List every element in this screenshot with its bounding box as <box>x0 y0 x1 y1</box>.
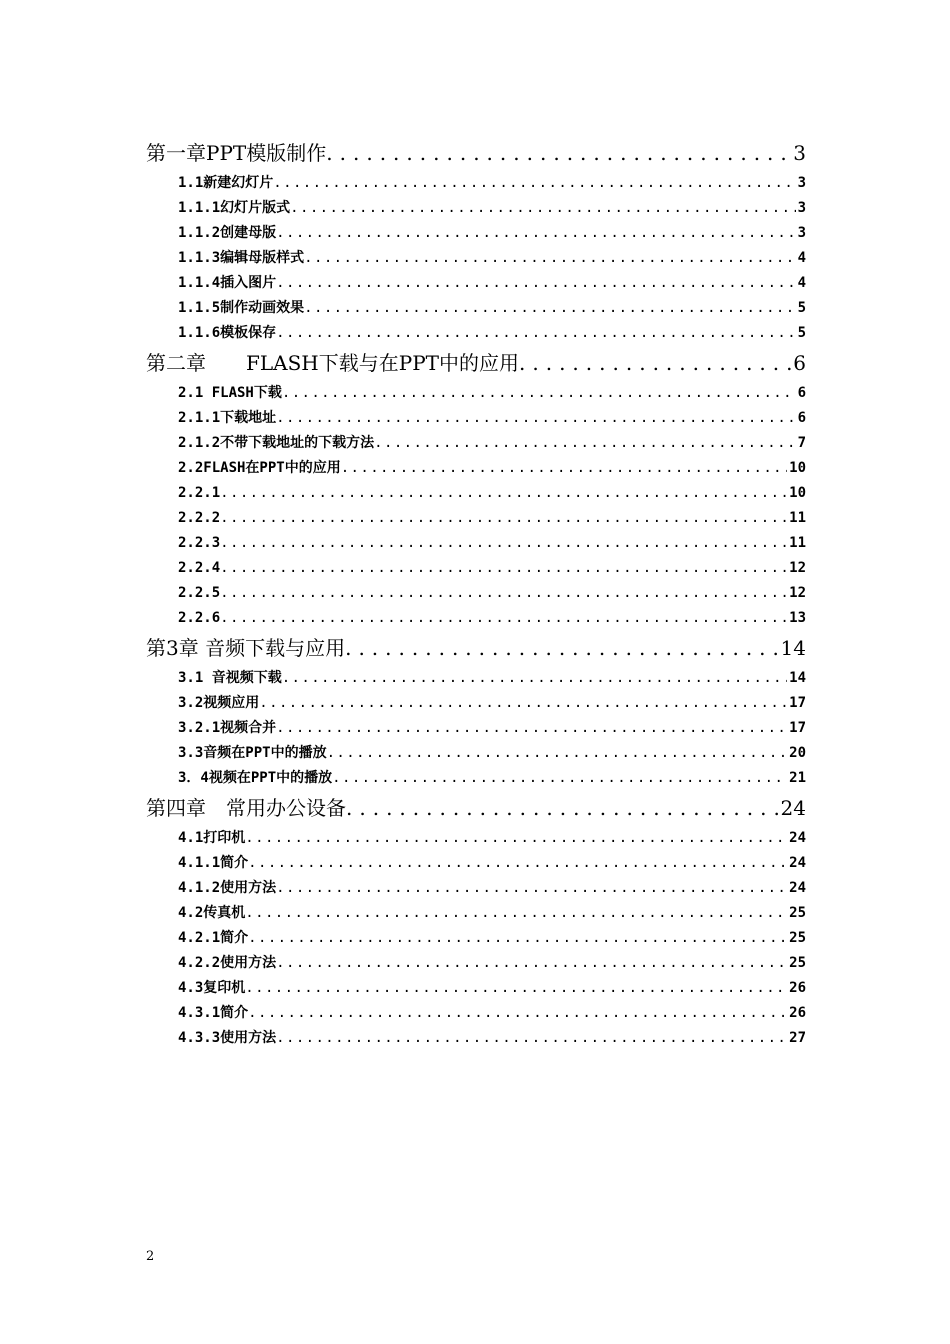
dot-leader <box>282 381 796 406</box>
toc-entry-page: 25 <box>789 955 806 971</box>
toc-section-entry[interactable] <box>146 581 806 606</box>
toc-chapter-entry[interactable] <box>146 136 806 171</box>
toc-entry-title: 4.3.1简介 <box>178 1005 249 1021</box>
toc-entry-title: 4.1.2使用方法 <box>178 880 277 896</box>
toc-section-entry[interactable] <box>146 296 806 321</box>
toc-entry-title: 4.3复印机 <box>178 980 246 996</box>
toc-section-entry[interactable] <box>146 876 806 901</box>
toc-entry-page: 6 <box>797 385 806 401</box>
toc-entry-title: 3.2视频应用 <box>178 695 260 711</box>
toc-entry-page: 3 <box>797 200 806 216</box>
toc-entry-page: 17 <box>789 720 806 736</box>
toc-entry-title: 1.1.2创建母版 <box>178 225 277 241</box>
toc-entry-page: 4 <box>797 275 806 291</box>
dot-leader <box>245 976 787 1001</box>
toc-entry-title: 2.1.2不带下载地址的下载方法 <box>178 435 375 451</box>
dot-leader <box>276 406 795 431</box>
toc-entry-title: 1.1.6模板保存 <box>178 325 277 341</box>
toc-entry-page: 11 <box>789 535 806 551</box>
toc-section-entry[interactable] <box>146 506 806 531</box>
toc-entry-title: 2.2.4 <box>178 560 221 576</box>
toc-entry-page: 3 <box>793 141 806 165</box>
toc-entry-title: 3.2.1视频合并 <box>178 720 277 736</box>
dot-leader <box>345 631 778 666</box>
toc-section-entry[interactable] <box>146 531 806 556</box>
toc-section-entry[interactable] <box>146 851 806 876</box>
toc-chapter-entry[interactable] <box>146 631 806 666</box>
dot-leader <box>276 1026 787 1051</box>
dot-leader <box>273 171 795 196</box>
toc-section-entry[interactable] <box>146 271 806 296</box>
toc-entry-title: 1.1.4插入图片 <box>178 275 277 291</box>
toc-section-entry[interactable] <box>146 741 806 766</box>
toc-entry-title: 4.3.3使用方法 <box>178 1030 277 1046</box>
dot-leader <box>276 716 787 741</box>
toc-section-entry[interactable] <box>146 666 806 691</box>
toc-section-entry[interactable] <box>146 1026 806 1051</box>
toc-entry-page: 20 <box>789 745 806 761</box>
toc-entry-page: 5 <box>797 325 806 341</box>
page-number: 2 <box>146 1249 155 1264</box>
toc-section-entry[interactable] <box>146 976 806 1001</box>
dot-leader <box>346 791 779 826</box>
toc-chapter-entry[interactable] <box>146 791 806 826</box>
toc-section-entry[interactable] <box>146 246 806 271</box>
toc-entry-page: 6 <box>793 351 806 375</box>
dot-leader <box>248 926 787 951</box>
toc-section-entry[interactable] <box>146 606 806 631</box>
dot-leader <box>276 221 795 246</box>
toc-section-entry[interactable] <box>146 456 806 481</box>
toc-entry-title: 3.3音频在PPT中的播放 <box>178 745 327 761</box>
toc-entry-title: 第二章 FLASH下载与在PPT中的应用 <box>146 351 519 375</box>
dot-leader <box>220 481 787 506</box>
toc-entry-title: 4.1.1简介 <box>178 855 249 871</box>
toc-entry-title: 2.1.1下载地址 <box>178 410 277 426</box>
toc-section-entry[interactable] <box>146 481 806 506</box>
toc-section-entry[interactable] <box>146 221 806 246</box>
dot-leader <box>248 1001 787 1026</box>
toc-section-entry[interactable] <box>146 826 806 851</box>
toc-entry-page: 14 <box>789 670 806 686</box>
toc-entry-title: 4.2.1简介 <box>178 930 249 946</box>
toc-entry-page: 25 <box>789 930 806 946</box>
toc-section-entry[interactable] <box>146 556 806 581</box>
toc-entry-page: 6 <box>797 410 806 426</box>
toc-entry-page: 12 <box>789 560 806 576</box>
dot-leader <box>327 741 788 766</box>
toc-entry-page: 26 <box>789 1005 806 1021</box>
toc-entry-title: 2.2FLASH在PPT中的应用 <box>178 460 341 476</box>
toc-entry-page: 26 <box>789 980 806 996</box>
toc-entry-title: 3．4视频在PPT中的播放 <box>178 770 333 786</box>
toc-entry-page: 3 <box>797 225 806 241</box>
toc-section-entry[interactable] <box>146 716 806 741</box>
dot-leader <box>220 581 787 606</box>
toc-entry-page: 17 <box>789 695 806 711</box>
toc-section-entry[interactable] <box>146 1001 806 1026</box>
toc-entry-page: 24 <box>789 880 806 896</box>
toc-entry-page: 13 <box>789 610 806 626</box>
toc-entry-page: 10 <box>789 485 806 501</box>
dot-leader <box>341 456 787 481</box>
toc-entry-page: 10 <box>789 460 806 476</box>
toc-section-entry[interactable] <box>146 951 806 976</box>
toc-entry-title: 4.1打印机 <box>178 830 246 846</box>
dot-leader <box>220 506 787 531</box>
dot-leader <box>304 296 795 321</box>
toc-entry-page: 7 <box>797 435 806 451</box>
toc-section-entry[interactable] <box>146 691 806 716</box>
toc-entry-title: 1.1.1幻灯片版式 <box>178 200 291 216</box>
toc-entry-title: 第四章 常用办公设备 <box>146 796 346 820</box>
toc-entry-title: 2.2.1 <box>178 485 221 501</box>
toc-entry-page: 11 <box>789 510 806 526</box>
dot-leader <box>245 901 787 926</box>
toc-entry-page: 14 <box>780 636 806 660</box>
dot-leader <box>519 346 791 381</box>
toc-entry-page: 3 <box>797 175 806 191</box>
toc-chapter-entry[interactable] <box>146 346 806 381</box>
toc-section-entry[interactable] <box>146 406 806 431</box>
dot-leader <box>276 951 787 976</box>
toc-section-entry[interactable] <box>146 196 806 221</box>
dot-leader <box>276 876 787 901</box>
toc-section-entry[interactable] <box>146 926 806 951</box>
dot-leader <box>220 556 787 581</box>
toc-section-entry[interactable] <box>146 431 806 456</box>
toc-entry-title: 2.2.5 <box>178 585 221 601</box>
toc-entry-page: 24 <box>780 796 806 820</box>
toc-entry-page: 25 <box>789 905 806 921</box>
toc-entry-title: 2.2.2 <box>178 510 221 526</box>
toc-entry-title: 1.1新建幻灯片 <box>178 175 274 191</box>
toc-entry-title: 4.2.2使用方法 <box>178 955 277 971</box>
dot-leader <box>276 321 795 346</box>
toc-section-entry[interactable] <box>146 321 806 346</box>
toc-section-entry[interactable] <box>146 381 806 406</box>
dot-leader <box>304 246 795 271</box>
toc-entry-title: 第一章PPT模版制作 <box>146 141 327 165</box>
toc-entry-page: 5 <box>797 300 806 316</box>
toc-entry-page: 24 <box>789 830 806 846</box>
dot-leader <box>332 766 787 791</box>
toc-entry-title: 2.2.3 <box>178 535 221 551</box>
toc-entry-title: 4.2传真机 <box>178 905 246 921</box>
dot-leader <box>259 691 787 716</box>
dot-leader <box>276 271 795 296</box>
toc-entry-page: 12 <box>789 585 806 601</box>
toc-entry-title: 1.1.3编辑母版样式 <box>178 250 305 266</box>
toc-entry-page: 21 <box>789 770 806 786</box>
dot-leader <box>282 666 787 691</box>
toc-entry-page: 27 <box>789 1030 806 1046</box>
toc-entry-title: 1.1.5制作动画效果 <box>178 300 305 316</box>
toc-entry-page: 4 <box>797 250 806 266</box>
dot-leader <box>326 136 791 171</box>
dot-leader <box>220 531 787 556</box>
toc-entry-title: 2.1 FLASH下载 <box>178 385 282 401</box>
table-of-contents <box>146 136 806 1051</box>
dot-leader <box>290 196 795 221</box>
toc-section-entry[interactable] <box>146 171 806 196</box>
toc-entry-page: 24 <box>789 855 806 871</box>
dot-leader <box>374 431 795 456</box>
dot-leader <box>220 606 787 631</box>
toc-entry-title: 3.1 音视频下载 <box>178 670 282 686</box>
dot-leader <box>248 851 787 876</box>
toc-entry-title: 第3章 音频下载与应用 <box>146 636 346 660</box>
toc-entry-title: 2.2.6 <box>178 610 221 626</box>
toc-section-entry[interactable] <box>146 901 806 926</box>
toc-section-entry[interactable] <box>146 766 806 791</box>
dot-leader <box>245 826 787 851</box>
